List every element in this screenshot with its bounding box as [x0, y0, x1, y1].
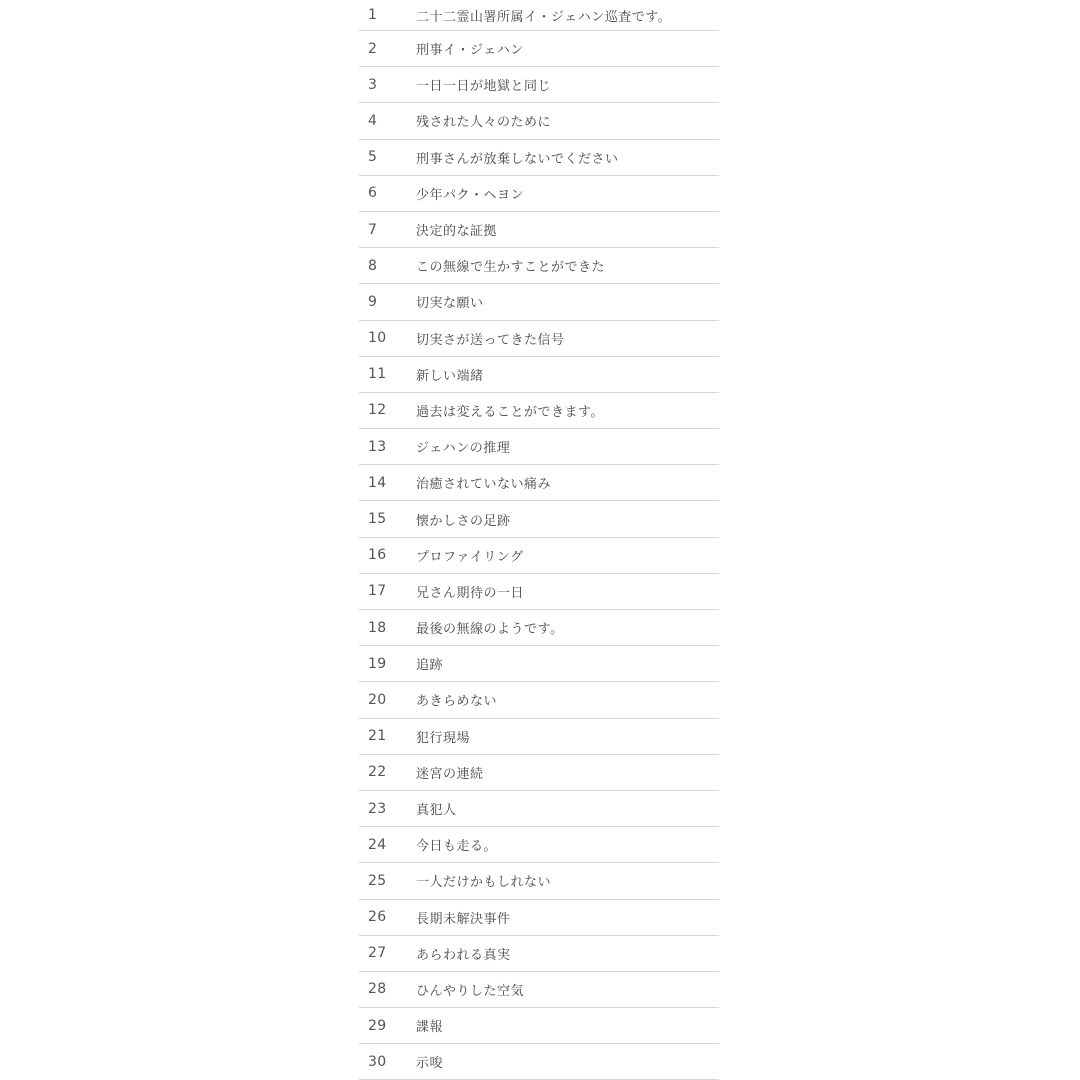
episode-row — [359, 646, 719, 682]
episode-number: 2 — [368, 40, 378, 57]
episode-title: 兄さん期待の一日 — [416, 585, 525, 601]
episode-number: 19 — [368, 655, 387, 672]
episode-number: 9 — [368, 293, 378, 310]
episode-title: ジェハンの推理 — [416, 441, 511, 457]
episode-number: 18 — [368, 619, 387, 636]
episode-number: 22 — [368, 764, 387, 781]
episode-number: 30 — [368, 1053, 387, 1070]
episode-number: 24 — [368, 836, 387, 853]
episode-number: 13 — [368, 438, 387, 455]
episode-row — [359, 429, 719, 465]
episode-row — [359, 284, 719, 320]
episode-title: 真犯人 — [416, 803, 457, 819]
episode-title: プロファイリング — [416, 549, 524, 565]
episode-row — [359, 538, 719, 574]
episode-number: 15 — [368, 511, 387, 528]
episode-row — [359, 321, 719, 357]
episode-title: 追跡 — [416, 658, 444, 674]
episode-row — [359, 212, 719, 248]
episode-number: 10 — [368, 330, 387, 347]
episode-number: 8 — [368, 257, 378, 274]
episode-title: 切実さが送ってきた信号 — [416, 332, 565, 348]
episode-number: 25 — [368, 872, 387, 889]
episode-number: 4 — [368, 112, 378, 129]
episode-number: 1 — [368, 7, 378, 23]
episode-title: この無線で生かすことができた — [416, 260, 606, 276]
episode-row — [359, 610, 719, 646]
episode-row — [359, 67, 719, 103]
episode-number: 27 — [368, 945, 387, 962]
episode-number: 7 — [368, 221, 378, 238]
episode-number: 21 — [368, 728, 387, 745]
episode-number: 17 — [368, 583, 387, 600]
episode-number: 16 — [368, 547, 387, 564]
episode-title: 残された人々のために — [416, 115, 552, 131]
episode-title: あらわれる真実 — [416, 947, 511, 963]
episode-title: 長期未解決事件 — [416, 911, 511, 927]
episode-row — [359, 574, 719, 610]
episode-title: 決定的な証拠 — [416, 224, 498, 240]
episode-title: 最後の無線のようです。 — [416, 622, 564, 638]
episode-title: ひんやりした空気 — [416, 983, 525, 999]
episode-title: 治癒されていない痛み — [416, 477, 552, 493]
episode-number: 14 — [368, 474, 387, 491]
episode-number: 28 — [368, 981, 387, 998]
episode-row — [359, 140, 719, 176]
episode-number: 20 — [368, 691, 387, 708]
episode-row — [359, 1044, 719, 1080]
episode-row — [359, 827, 719, 863]
episode-title: 迷宮の連続 — [416, 766, 484, 782]
episode-title: 刑事イ・ジェハン — [416, 43, 524, 59]
episode-row — [359, 682, 719, 718]
episode-number: 6 — [368, 185, 378, 202]
episode-title: 少年パク・ヘヨン — [416, 187, 525, 203]
episode-row — [359, 1008, 719, 1044]
episode-row — [359, 357, 719, 393]
episode-title: 新しい端緒 — [416, 368, 484, 384]
episode-row — [359, 863, 719, 899]
episode-title: 一日一日が地獄と同じ — [416, 79, 552, 95]
episode-row — [359, 972, 719, 1008]
episode-title: 懐かしさの足跡 — [416, 513, 511, 529]
episode-number: 11 — [368, 366, 387, 383]
episode-title: 刑事さんが放棄しないでください — [416, 151, 619, 167]
episode-title: 諜報 — [416, 1020, 444, 1036]
episode-row — [359, 900, 719, 936]
episode-title: 犯行現場 — [416, 730, 471, 746]
episode-number: 5 — [368, 149, 378, 166]
episode-row — [359, 791, 719, 827]
episode-row — [359, 719, 719, 755]
episode-row — [359, 103, 719, 139]
episode-title: 二十二霊山署所属イ・ジェハン巡査です。 — [416, 9, 672, 25]
episode-number: 23 — [368, 800, 387, 817]
episode-row — [359, 393, 719, 429]
episode-title: 示唆 — [416, 1056, 444, 1072]
episode-row — [359, 465, 719, 501]
episode-title: 今日も走る。 — [416, 839, 498, 855]
episode-row — [359, 755, 719, 791]
episode-row — [359, 0, 719, 31]
episode-row — [359, 31, 719, 67]
episode-title: 一人だけかもしれない — [416, 875, 552, 891]
episode-title: 切実な願い — [416, 296, 484, 312]
episode-row — [359, 248, 719, 284]
episode-row — [359, 936, 719, 972]
episode-title: あきらめない — [416, 694, 498, 710]
episode-number: 29 — [368, 1017, 387, 1034]
episode-list — [359, 0, 719, 1080]
episode-number: 3 — [368, 76, 378, 93]
episode-title: 過去は変えることができます。 — [416, 404, 604, 420]
episode-number: 26 — [368, 909, 387, 926]
episode-row — [359, 501, 719, 537]
episode-number: 12 — [368, 402, 387, 419]
episode-row — [359, 176, 719, 212]
